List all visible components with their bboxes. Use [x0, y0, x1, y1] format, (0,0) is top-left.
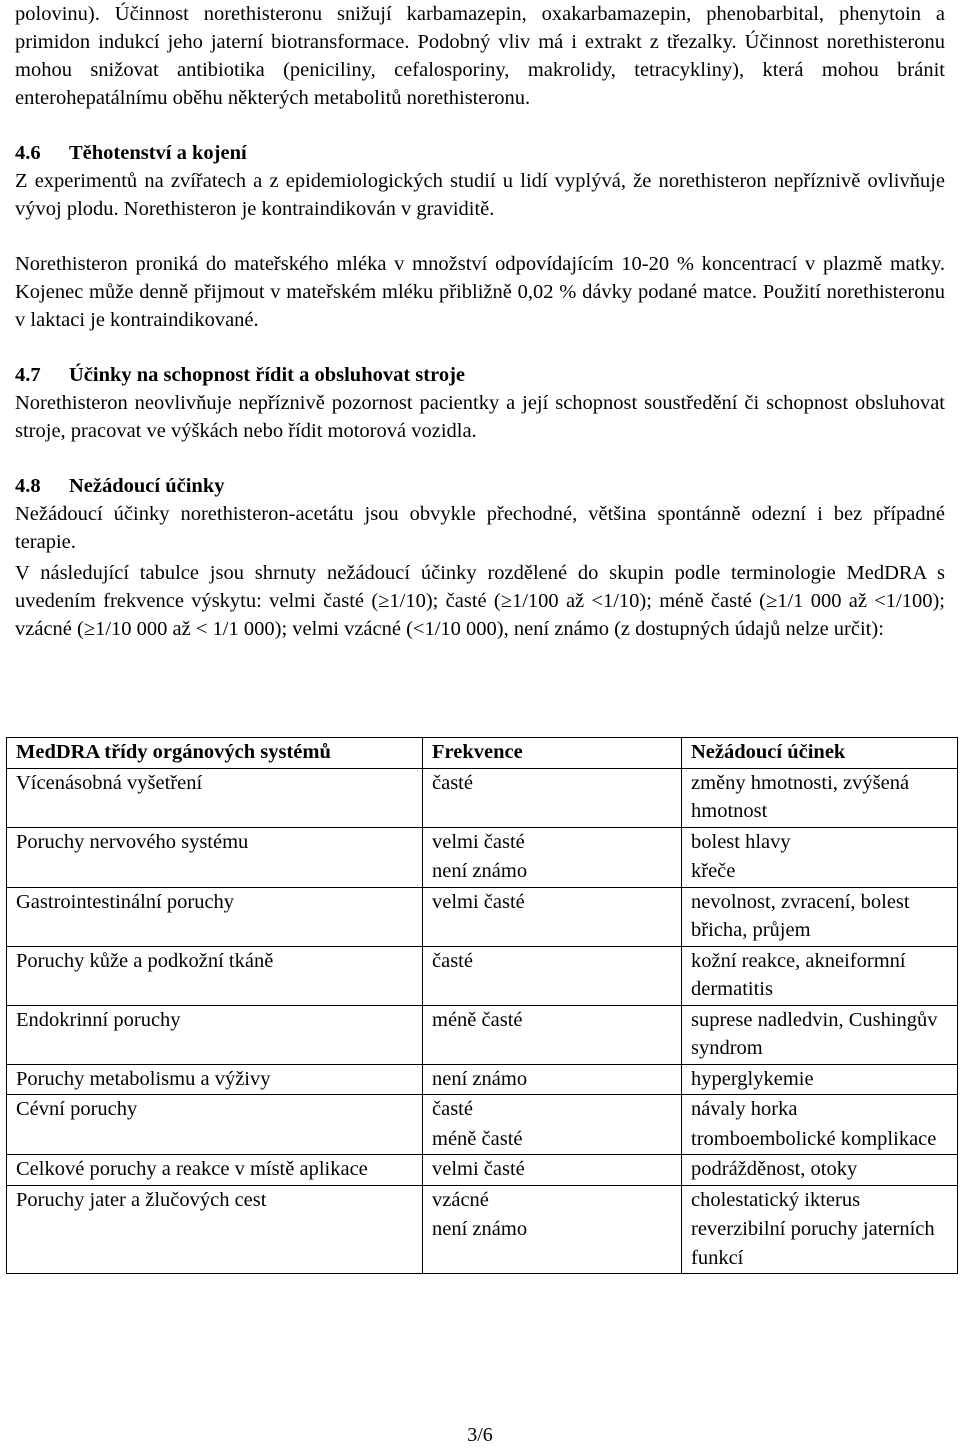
- table-cell: [7, 1125, 423, 1155]
- table-cell: vzácné: [423, 1185, 682, 1215]
- table-cell: nevolnost, zvracení, bolest břicha, průjem: [682, 887, 958, 946]
- table-cell: křeče: [682, 857, 958, 887]
- table-cell: Poruchy jater a žlučových cest: [7, 1185, 423, 1215]
- table-cell: suprese nadledvin, Cushingův syndrom: [682, 1005, 958, 1064]
- table-row: [7, 1095, 958, 1125]
- table-cell: Endokrinní poruchy: [7, 1005, 423, 1064]
- table-row: [7, 827, 958, 857]
- section-number: 4.8: [15, 475, 41, 497]
- table-row: [7, 857, 958, 887]
- table-cell: velmi časté: [423, 827, 682, 857]
- table-cell: reverzibilní poruchy jaterních funkcí: [682, 1215, 958, 1274]
- table-cell: cholestatický ikterus: [682, 1185, 958, 1215]
- table-row: [7, 1185, 958, 1215]
- table-cell: Vícenásobná vyšetření: [7, 768, 423, 827]
- table-cell: méně časté: [423, 1125, 682, 1155]
- table-cell: časté: [423, 768, 682, 827]
- section-heading-4-7: [15, 361, 945, 389]
- table-cell: návaly horka: [682, 1095, 958, 1125]
- paragraph-frequency-legend: V následující tabulce jsou shrnuty nežádoucí účinky rozdělené do skupin podle terminologie MedDRA s uvedením frekvence výskytu: velmi časté (≥1/10); časté (≥1/100 až <1/10); méně časté (≥1/1 000 až <1/100); vzácné (≥1/10 000 až < 1/1 000); velmi vzácné (<1/10 000), není známo (z dostupných údajů nelze určit):: [15, 562, 945, 640]
- table-cell: Poruchy metabolismu a výživy: [7, 1064, 423, 1095]
- adverse-effects-table: [6, 737, 958, 1274]
- table-cell: časté: [423, 1095, 682, 1125]
- table-cell: změny hmotnosti, zvýšená hmotnost: [682, 768, 958, 827]
- table-cell: kožní reakce, akneiformní dermatitis: [682, 946, 958, 1005]
- table-cell: není známo: [423, 1064, 682, 1095]
- page-number: 3/6: [467, 1424, 493, 1446]
- document-page: [15, 0, 945, 643]
- paragraph-adverse-effects: Nežádoucí účinky norethisteron-acetátu jsou obvykle přechodné, většina spontánně odezní i bez případné terapie.: [15, 503, 945, 553]
- table-row: [7, 887, 958, 946]
- table-cell: Celkové poruchy a reakce v místě aplikace: [7, 1155, 423, 1186]
- table-cell: velmi časté: [423, 887, 682, 946]
- table-cell: Gastrointestinální poruchy: [7, 887, 423, 946]
- section-heading-4-8: [15, 472, 945, 500]
- table-cell: méně časté: [423, 1005, 682, 1064]
- table-row: [7, 946, 958, 1005]
- section-title: Těhotenství a kojení: [69, 142, 247, 164]
- table-cell: podrážděnost, otoky: [682, 1155, 958, 1186]
- table-cell: časté: [423, 946, 682, 1005]
- section-title: Účinky na schopnost řídit a obsluhovat stroje: [69, 364, 466, 386]
- table-header-cell: Nežádoucí účinek: [682, 738, 958, 769]
- intro-paragraph: polovinu). Účinnost norethisteronu snižují karbamazepin, oxakarbamazepin, phenobarbital, phenytoin a primidon indukcí jeho jaterní biotransformace. Podobný vliv má i extrakt z třezalky. Účinnost norethisteronu mohou snižovat antibiotika (peniciliny, cefalosporiny, makrolidy, tetracykliny), která mohou bránit enterohepatálnímu oběhu některých metabolitů norethisteronu.: [15, 3, 945, 109]
- section-title: Nežádoucí účinky: [69, 475, 225, 497]
- table-cell: [7, 857, 423, 887]
- table-row: [7, 1125, 958, 1155]
- table-header-row: [7, 738, 958, 769]
- table-header-cell: MedDRA třídy orgánových systémů: [7, 738, 423, 769]
- table-header-cell: Frekvence: [423, 738, 682, 769]
- section-number: 4.6: [15, 142, 41, 164]
- table-cell: velmi časté: [423, 1155, 682, 1186]
- table-row: [7, 768, 958, 827]
- table-cell: Cévní poruchy: [7, 1095, 423, 1125]
- section-number: 4.7: [15, 364, 41, 386]
- table-cell: [7, 1215, 423, 1274]
- paragraph-driving: Norethisteron neovlivňuje nepříznivě pozornost pacientky a její schopnost soustředění či schopnost obsluhovat stroje, pracovat ve výškách nebo řídit motorová vozidla.: [15, 392, 945, 442]
- table-cell: tromboembolické komplikace: [682, 1125, 958, 1155]
- section-heading-4-6: [15, 139, 945, 167]
- table-cell: hyperglykemie: [682, 1064, 958, 1095]
- paragraph-lactation: Norethisteron proniká do mateřského mléka v množství odpovídajícím 10-20 % koncentrací v plazmě matky. Kojenec může denně přijmout v mateřském mléku přibližně 0,02 % dávky podané matce. Použití norethisteronu v laktaci je kontraindikované.: [15, 253, 945, 331]
- table-row: [7, 1155, 958, 1186]
- table-cell: bolest hlavy: [682, 827, 958, 857]
- table-cell: Poruchy nervového systému: [7, 827, 423, 857]
- table-row: [7, 1215, 958, 1274]
- table-cell: Poruchy kůže a podkožní tkáně: [7, 946, 423, 1005]
- table-cell: není známo: [423, 857, 682, 887]
- paragraph-pregnancy: Z experimentů na zvířatech a z epidemiologických studií u lidí vyplývá, že norethisteron nepříznivě ovlivňuje vývoj plodu. Norethisteron je kontraindikován v graviditě.: [15, 170, 945, 220]
- table-row: [7, 1064, 958, 1095]
- table-row: [7, 1005, 958, 1064]
- table-cell: není známo: [423, 1215, 682, 1274]
